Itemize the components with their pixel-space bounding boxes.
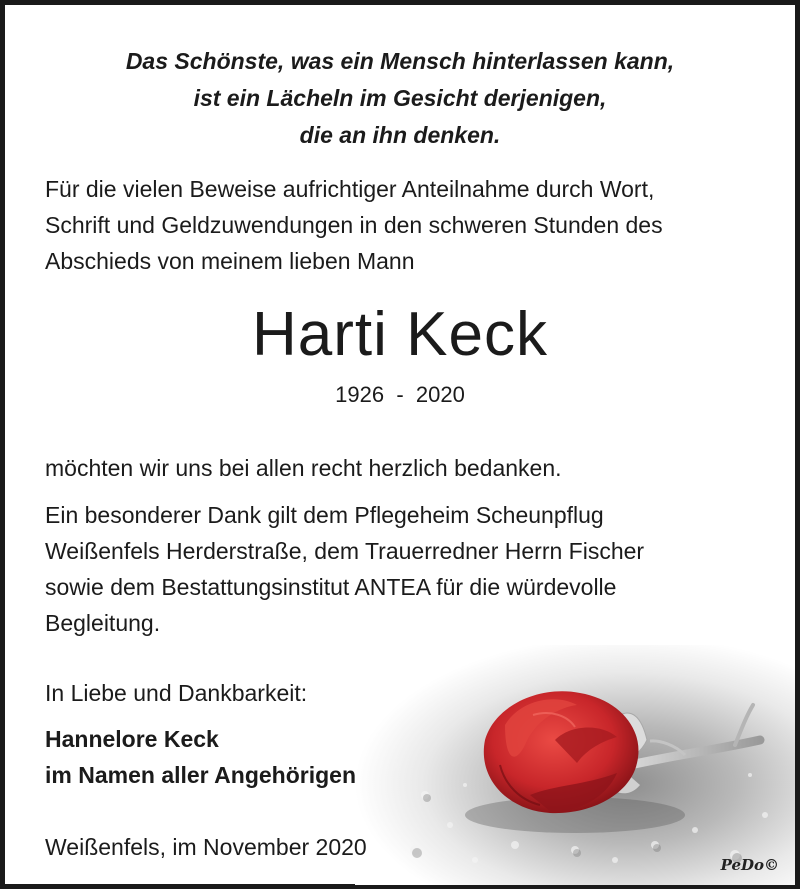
place-and-date [45,829,775,865]
special-line: Ein besonderer Dank gilt dem Pflegeheim Scheunpflug [45,502,604,528]
special-line: Begleitung. [45,610,161,636]
thanks-line: möchten wir uns bei allen recht herzlich bedanken. [45,455,562,481]
memorial-quote [5,43,795,154]
place-date-text: Weißenfels, im November 2020 [45,834,367,860]
intro-line: Abschieds von meinem lieben Mann [45,248,415,274]
signers-block [45,721,775,793]
special-line: Weißenfels Herderstraße, dem Trauerredner Herrn Fischer [45,538,645,564]
special-thanks-paragraph [45,497,775,641]
special-line: sowie dem Bestattungsinstitut ANTEA für die würdevolle [45,574,617,600]
intro-line: Schrift und Geldzuwendungen in den schweren Stunden des [45,212,663,238]
closing-text: In Liebe und Dankbarkeit: [45,680,308,706]
quote-line: die an ihn denken. [299,122,501,148]
thanks-paragraph [45,450,775,486]
intro-line: Für die vielen Beweise aufrichtiger Anteilnahme durch Wort, [45,176,655,202]
quote-line: Das Schönste, was ein Mensch hinterlassen kann, [125,48,675,74]
signer-name: Hannelore Keck [45,726,219,752]
quote-line: ist ein Lächeln im Gesicht derjenigen, [193,85,607,111]
image-credit: PeDo© [720,856,779,874]
closing-line [45,675,775,711]
signer-note: im Namen aller Angehörigen [45,762,356,788]
life-dates: 1926 - 2020 [335,382,465,407]
intro-paragraph [45,171,775,279]
deceased-name: Harti Keck [252,300,548,369]
